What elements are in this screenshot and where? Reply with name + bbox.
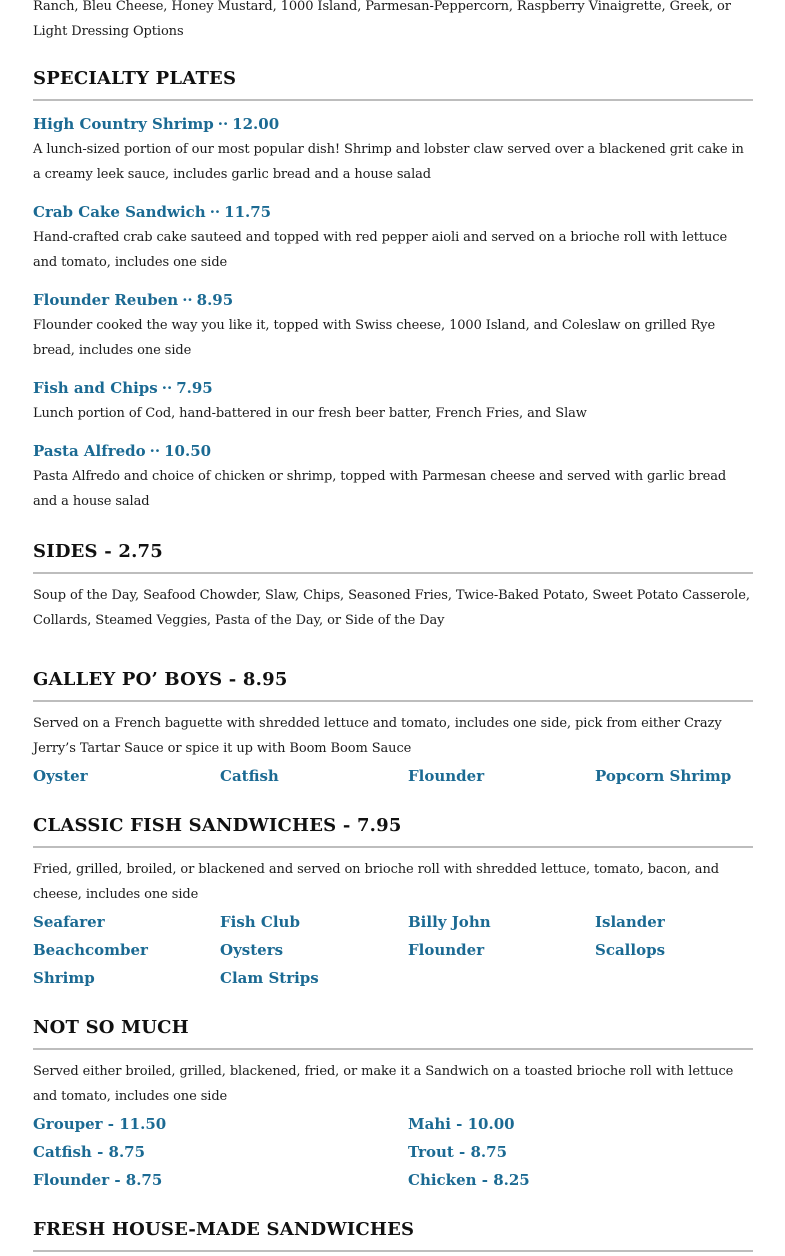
- item-description: Hand-crafted crab cake sauteed and topped with red pepper aioli and served on a brioche roll with lettuce and tomato, includes one side: [33, 230, 728, 270]
- option-popcorn-shrimp: Popcorn Shrimp: [595, 767, 732, 785]
- option-beachcomber: Beachcomber: [33, 941, 148, 959]
- option-grouper: Grouper - 11.50: [33, 1115, 167, 1133]
- option-clam-strips: Clam Strips: [220, 969, 319, 987]
- section-title-classic-fish-sandwiches: CLASSIC FISH SANDWICHES - 7.95: [33, 815, 402, 836]
- item-name: Crab Cake Sandwich: [33, 203, 206, 221]
- item-price: 11.75: [224, 203, 272, 221]
- menu-item-crab-cake-sandwich: [33, 201, 753, 275]
- item-description: Pasta Alfredo and choice of chicken or shrimp, topped with Parmesan cheese and served with garlic bread and a house salad: [33, 469, 727, 509]
- fresh-sandwiches-section: [33, 1218, 753, 1252]
- item-price: 7.95: [176, 379, 213, 397]
- section-divider: [33, 1250, 753, 1252]
- option-catfish: Catfish - 8.75: [33, 1143, 146, 1161]
- item-name: High Country Shrimp: [33, 115, 214, 133]
- item-name: Fish and Chips: [33, 379, 158, 397]
- item-price: 12.00: [232, 115, 280, 133]
- option-catfish: Catfish: [220, 767, 279, 785]
- price-separator: ··: [149, 442, 161, 460]
- po-boys-description: Served on a French baguette with shredded lettuce and tomato, includes one side, pick from either Crazy Jerry’s Tartar Sauce or spice it up with Boom Boom Sauce: [33, 716, 722, 756]
- section-title-specialty-plates: SPECIALTY PLATES: [33, 68, 237, 89]
- option-flounder: Flounder - 8.75: [33, 1171, 163, 1189]
- option-flounder: Flounder: [408, 767, 485, 785]
- section-title-fresh-sandwiches: FRESH HOUSE-MADE SANDWICHES: [33, 1219, 415, 1240]
- galley-po-boys-section: [33, 668, 753, 790]
- item-name: Pasta Alfredo: [33, 442, 146, 460]
- item-title: [33, 201, 753, 223]
- option-trout: Trout - 8.75: [408, 1143, 508, 1161]
- section-divider: [33, 99, 753, 101]
- section-title-not-so-much: NOT SO MUCH: [33, 1017, 189, 1038]
- dressing-options-text: Ranch, Bleu Cheese, Honey Mustard, 1000 Island, Parmesan-Peppercorn, Raspberry Vinaigrette, Greek, or Light Dressing Options: [33, 0, 731, 39]
- option-fish-club: Fish Club: [220, 913, 300, 931]
- option-flounder: Flounder: [408, 941, 485, 959]
- not-so-much-options: [33, 1110, 753, 1194]
- item-price: 8.95: [196, 291, 234, 309]
- section-divider: [33, 1048, 753, 1050]
- section-divider: [33, 700, 753, 702]
- option-oyster: Oyster: [33, 767, 88, 785]
- specialty-plates-section: [33, 67, 753, 101]
- item-description: A lunch-sized portion of our most popular dish! Shrimp and lobster claw served over a blackened grit cake in a creamy leek sauce, includes garlic bread and a house salad: [33, 142, 744, 182]
- option-oysters: Oysters: [220, 941, 284, 959]
- sides-description: Soup of the Day, Seafood Chowder, Slaw, Chips, Seasoned Fries, Twice-Baked Potato, Sweet Potato Casserole, Collards, Steamed Veggies, Pasta of the Day, or Side of the Day: [33, 588, 750, 628]
- not-so-much-description: Served either broiled, grilled, blackened, fried, or make it a Sandwich on a toasted brioche roll with lettuce and tomato, includes one side: [33, 1064, 734, 1104]
- option-shrimp: Shrimp: [33, 969, 95, 987]
- option-seafarer: Seafarer: [33, 913, 105, 931]
- menu-item-fish-and-chips: [33, 377, 753, 426]
- menu-item-pasta-alfredo: [33, 440, 753, 514]
- item-title: [33, 377, 753, 399]
- item-description: Lunch portion of Cod, hand-battered in our fresh beer batter, French Fries, and Slaw: [33, 406, 587, 421]
- option-chicken: Chicken - 8.25: [408, 1171, 530, 1189]
- sides-section: [33, 540, 753, 633]
- menu-item-high-country-shrimp: [33, 113, 753, 187]
- price-separator: ··: [161, 379, 173, 397]
- item-title: [33, 440, 753, 462]
- menu-item-flounder-reuben: [33, 289, 753, 363]
- price-separator: ··: [217, 115, 229, 133]
- item-title: [33, 113, 753, 135]
- option-mahi: Mahi - 10.00: [408, 1115, 515, 1133]
- classic-description: Fried, grilled, broiled, or blackened and served on brioche roll with shredded lettuce, tomato, bacon, and cheese, includes one side: [33, 862, 719, 902]
- section-title-po-boys: GALLEY PO’ BOYS - 8.95: [33, 669, 288, 690]
- item-price: 10.50: [164, 442, 212, 460]
- not-so-much-section: [33, 1016, 753, 1194]
- item-name: Flounder Reuben: [33, 291, 179, 309]
- classic-options: [33, 908, 753, 992]
- item-description: Flounder cooked the way you like it, topped with Swiss cheese, 1000 Island, and Coleslaw on grilled Rye bread, includes one side: [33, 318, 716, 358]
- section-divider: [33, 846, 753, 848]
- price-separator: ··: [182, 291, 193, 309]
- price-separator: ··: [209, 203, 221, 221]
- item-title: [33, 289, 753, 311]
- section-title-sides: SIDES - 2.75: [33, 541, 163, 562]
- option-scallops: Scallops: [595, 941, 666, 959]
- option-islander: Islander: [595, 913, 665, 931]
- option-billy-john: Billy John: [408, 913, 491, 931]
- section-divider: [33, 572, 753, 574]
- classic-fish-sandwiches-section: [33, 814, 753, 992]
- po-boys-options: [33, 762, 753, 790]
